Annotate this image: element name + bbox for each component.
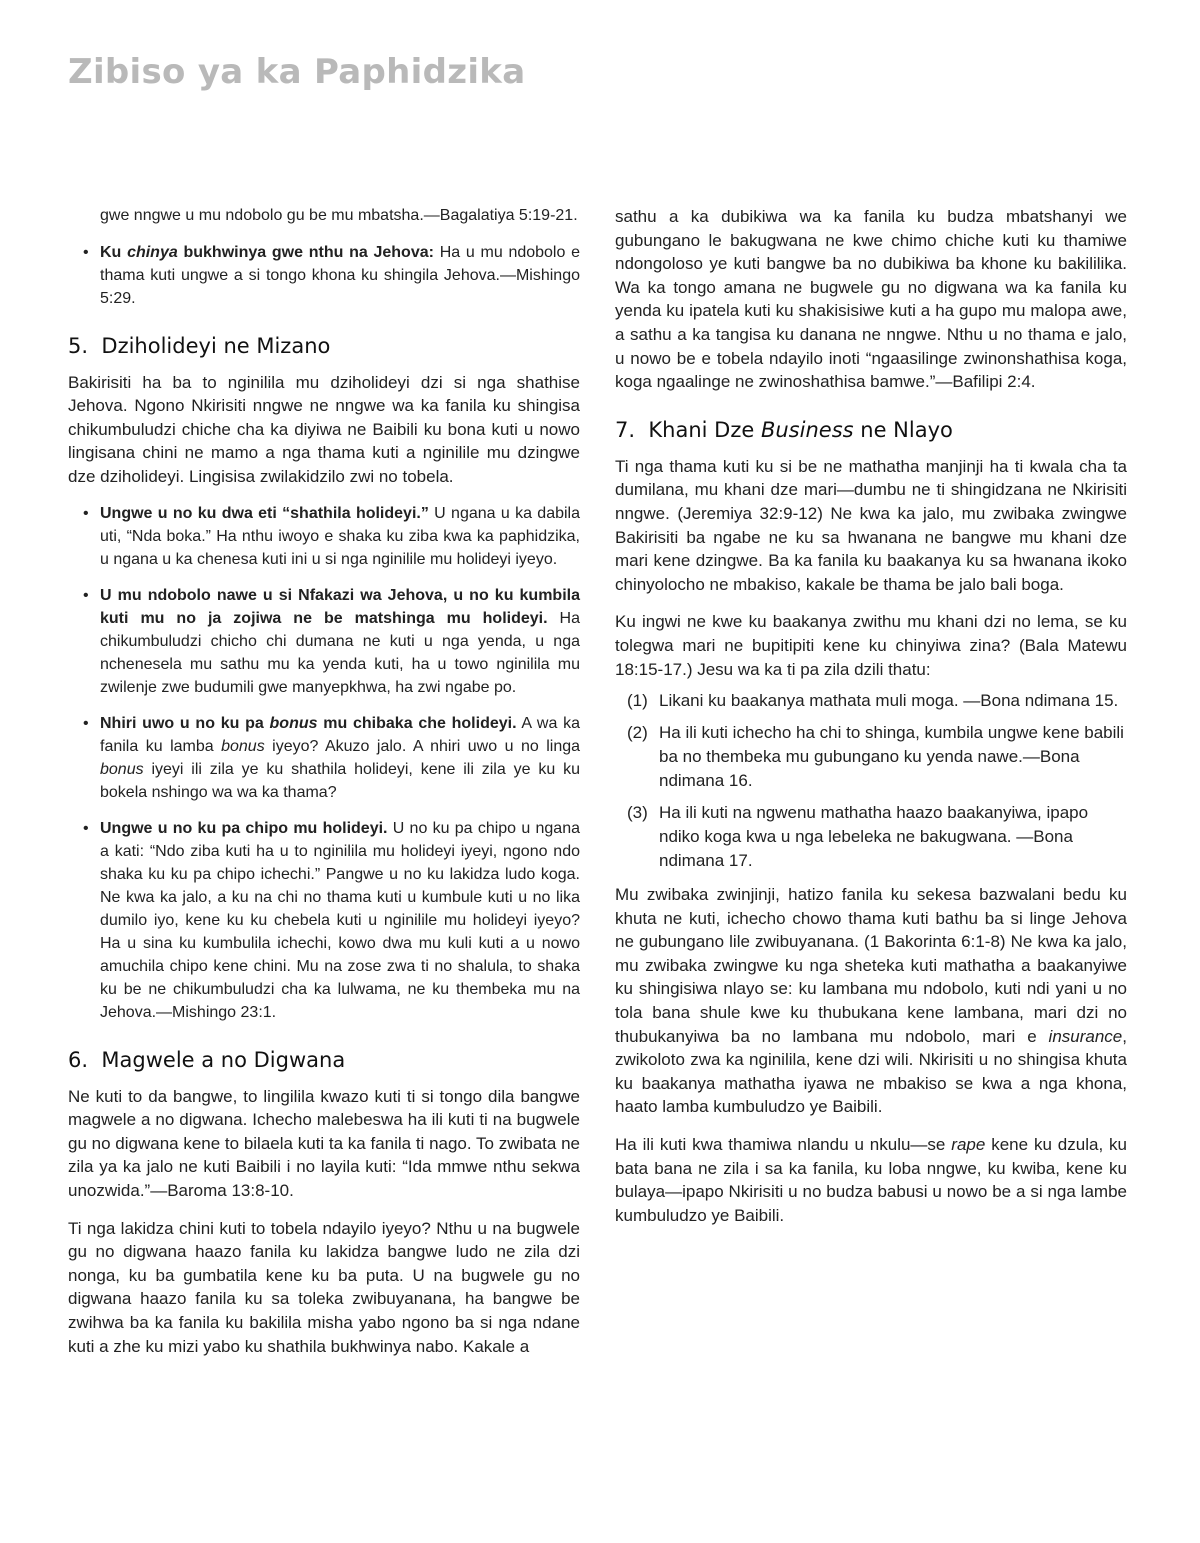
section-7-paragraph: Ku ingwi ne kwe ku baakanya zwithu mu khani dzi no lema, se ku tolegwa mari ne bupitipiti kene ku chinyiwa zina? (Bala Matewu 18:15-17.) Jesu wa ka ti pa zila dzili thatu: [615,612,1127,679]
left-column [68,205,580,1358]
bullet-item: • Nhiri uwo u no ku pa bonus mu chibaka che holideyi. A wa ka fanila ku lamba bonus iyeyo? Akuzo jalo. A nhiri uwo u no linga bonus iyeyi ili zila ye ku shathila holideyi, kene ili zila ye ku ku bokela nshingo wa wa ka thama? [83,714,581,801]
section-7-paragraph: Ti nga thama kuti ku si be ne mathatha manjinji ha ti kwala cha ta dumilana, mu khani dze mari—dumbu ne ti shingidzana ne Nkirisiti nngwe. (Jeremiya 32:9-12) Ne kwa ka jalo, mu zwibaka zwingwe Bakirisiti ba ngabe ne ku sa hwanana ne bangwe mu khani dze mari kene dzingwe. Ba ka fanila ku baakanya ku sa hwanana ikoko chinyolocho ne mbakiso, kakale be thama be jalo bali boga. [615,456,1127,594]
numbered-item: (2) Ha ili kuti ichecho ha chi to shinga, kumbila ungwe kene babili ba no thembeka mu gubungano ku yenda nawe.—Bona ndimana 16. [627,723,1124,791]
numbered-item: (1) Likani ku baakanya mathata muli moga. —Bona ndimana 15. [627,691,1119,711]
section-7-paragraph: Mu zwibaka zwinjinji, hatizo fanila ku sekesa bazwalani bedu ku khuta ne kuti, ichecho chowo thama kuti bathu ba si linge Jehova ne gubungano lile zwibuyanana. (1 Bakorinta 6:1-8) Ne kwa ka jalo, mu zwibaka zwingwe ku nga sheteka kuti mathatha a baakanyiwe ku shingisiwa nlayo se: ku lambana mu ndobolo, kuti ndi yani u no tola bana shule kwe ku thubukana kene lambana, mari dzi no thubukanyiwa ba no lambana mu ndobolo, mari e insurance, zwikoloto zwa ka nginilila, kene dzi wili. Nkirisiti u no shingisa khuta ku baakanya mathatha iyawa ne mbakiso se kwa a nga khona, haato lamba kumbuludzo ye Baibili. [615,885,1127,1117]
bullet-list-top [68,241,580,310]
bullet-item: • Ungwe u no ku dwa eti “shathila holideyi.” U ngana u ka dabila uti, “Nda boka.” Ha nthu iwoyo e shaka ku ziba kwa ka paphidzika, u ngana u ka chenesa kuti ini u si nga nginilile mu holideyi iyeyo. [83,504,580,568]
section-7-paragraph: Ha ili kuti kwa thamiwa nlandu u nkulu—se rape kene ku dzula, ku bata bana ne zila i sa ka fanila, ku loba nngwe, ku kwiba, kene ku bulaya—ipapo Nkirisiti u no budza babusi u nowo be a si nga lambe kumbuludzo ye Baibili. [615,1135,1128,1225]
continued-bullet-text: gwe nngwe u mu ndobolo gu be mu mbatsha.—Bagalatiya 5:19-21. [100,207,578,224]
section-6-paragraph: Ne kuti to da bangwe, to lingilila kwazo kuti ti si tongo dila bangwe magwele a no digwana. Ichecho malebeswa ha ili kuti ti na bugwele gu no digwana kene to bilaela kuti ta ka fanila ti nago. To zwibata ne zila ya ka jalo ne kuti Baibili i no layila kuti: “Ida mmwe nthu sekwa unozwida.”—Baroma 13:8-10. [68,1086,580,1200]
bullet-item: • Ungwe u no ku pa chipo mu holideyi. U no ku pa chipo u ngana a kati: “Ndo ziba kuti ha u to nginilila mu holideyi iyeyi, ngono ndo shaka ku ku pa chipo ichechi.” Pangwe u no ku lakidza ludo koga. Ne kwa ka jalo, a ku na chi no thama kuti u kumbule kuti u no lika dumilo iyo, kene ku ku chebela kuti u nginilile mu holideyi iyeyo? Ha u sina ku kumbulila ichechi, kowo dwa mu kuli kuti a u nowo amuchila chipo kene chini. Mu na zose zwa ti no shalula, to shaka ku be ne chikumbuludzi cha ka lulwama, ne ku thembeka mu na Jehova.—Mishingo 23:1. [83,819,580,1021]
bullet-item: • U mu ndobolo nawe u si Nfakazi wa Jehova, u no ku kumbila kuti mu no ja zojiwa ne be matshinga mu holideyi. Ha chikumbuludzi chicho chi dumana ne kuti u nga yenda, u nga nchenesela mu sathu mu ka yenda kuti, ha u towo nginilila mu zwilenje zwe budumili gwe manyepkhwa, ha zwi ngabe po. [83,586,580,696]
continued-paragraph: sathu a ka dubikiwa wa ka fanila ku budza mbatshanyi we gubungano le bakugwana ne kwe chimo chiche kuti ku thamiwe ndongoloso ye kuti bangwe ba no dubikiwa ba khone ku bakililika. Wa ka tongo amana ne bugwele gu no digwana wa ka fanila ku yenda ku ipatela kuti ku shakisisiwe kuti a ha gupo mu malopa awe, a sathu a ka tangisa ku danana ne nngwe. Nthu u no thama e jalo, u nowo be e tobela ndayilo inoti “ngaasilinge zwinonshathisa koga, koga ngaalinge ne zwinoshathisa bamwe.”—Bafilipi 2:4. [615,207,1127,392]
holiday-bullet-list [68,502,580,1024]
section-heading-7: 7. Khani Dze Business ne Nlayo [615,417,953,442]
numbered-list [615,689,1127,873]
section-heading-6: 6. Magwele a no Digwana [68,1047,346,1072]
bullet-item: • Ku chinya bukhwinya gwe nthu na Jehova: Ha u mu ndobolo e thama kuti ungwe a si tongo khona ku shingila Jehova.—Mishingo 5:29. [83,243,581,307]
numbered-item: (3) Ha ili kuti na ngwenu mathatha haazo baakanyiwa, ipapo ndiko koga kwa u nga lebeleka ne bakugwana. —Bona ndimana 17. [627,803,1089,871]
section-heading-5: 5. Dziholideyi ne Mizano [68,333,331,358]
running-head: Zibiso ya ka Paphidzika [68,52,526,92]
section-6-paragraph: Ti nga lakidza chini kuti to tobela ndayilo iyeyo? Nthu u na bugwele gu no digwana haazo fanila ku lakidza bangwe ludo ne zila dzi nonga, ku ba gumbatila kene ku ba puta. U na bugwele gu no digwana haazo fanila ku sa toleka zwibuyanana, ha bangwe be zwihwa ba ka fanila ku bakilila misha yabo ngono ba si nga ndane kuti a zhe ku mizi yabo ku shathila bukhwinya nabo. Kakale a [68,1218,580,1356]
section-5-paragraph: Bakirisiti ha ba to nginilila mu dziholideyi dzi si nga shathise Jehova. Ngono Nkirisiti nngwe ne nngwe wa ka fanila ku shingisa chikumbuludzi chiche cha ka diyiwa ne Baibili ku bona kuti u nowo lingisana chini ne mamo a nga thama kuti a nginilile mu dzingwe dze dziholideyi. Lingisisa zwilakidzilo zwi no tobela. [68,372,580,486]
right-column [615,205,1127,1227]
